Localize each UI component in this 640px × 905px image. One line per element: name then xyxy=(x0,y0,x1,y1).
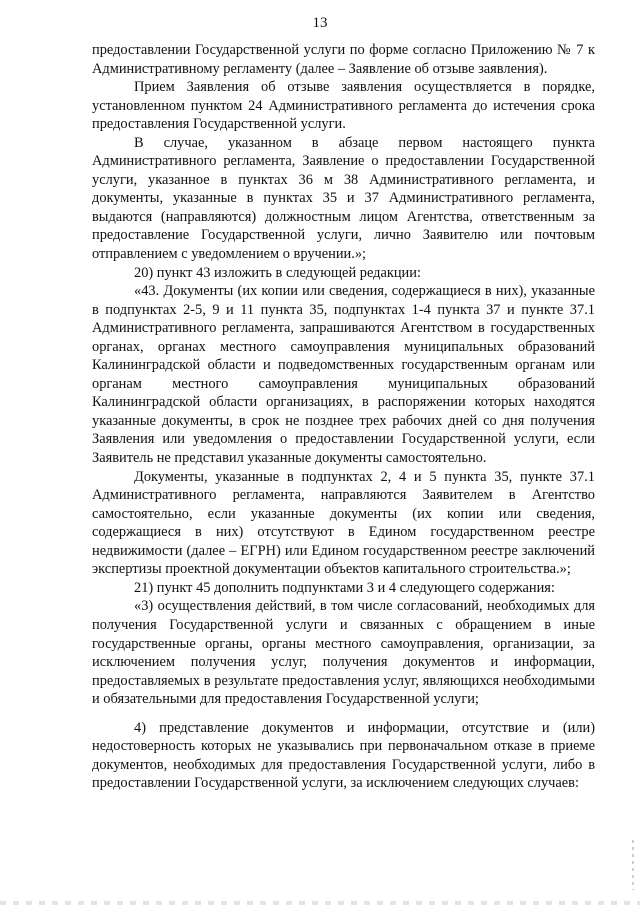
document-body xyxy=(92,41,595,793)
page-number: 13 xyxy=(312,15,328,31)
paragraph: 20) пункт 43 изложить в следующей редакции: xyxy=(134,264,421,281)
paragraph: В случае, указанном в абзаце первом настоящего пункта Административного регламента, Заявление о предоставлении Государственной услуги, указанное в пунктах 36 м 38 Административного регламента, и документы, указанные в пунктах 35 и 37 Административного регламента, выдаются (направляются) должностным лицом Агентства, ответственным за предоставление Государственной услуги, лично Заявителю или почтовым отправлением с уведомлением о вручении.»; xyxy=(92,134,595,263)
paragraph: Документы, указанные в подпунктах 2, 4 и 5 пункта 35, пункте 37.1 Административного регламента, направляются Заявителем в Агентство самостоятельно, если указанные документы (их копии или сведения, содержащиеся в них) отсутствуют в Едином государственном реестре недвижимости (далее – ЕГРН) или Едином государственном реестре заключений экспертизы проектной документации объектов капитального строительства.»; xyxy=(92,468,595,578)
paragraph: «43. Документы (их копии или сведения, содержащиеся в них), указанные в подпунктах 2-5, 9 и 11 пункта 35, подпунктах 1-4 пункта 37 и пункте 37.1 Административного регламента, запрашиваются Агентством в государственных органах, органах местного самоуправления муниципальных образований Калининградской области и подведомственных государственным органам или органам местного самоуправления муниципальных образований Калининградской области организациях, в распоряжении которых находятся указанные документы, в срок не позднее трех рабочих дней со дня получения Заявления или уведомления о предоставлении Государственной услуги, если Заявитель не представил указанные документы самостоятельно. xyxy=(92,283,595,467)
scan-bottom-artifact xyxy=(0,901,640,905)
scan-edge-mark xyxy=(632,840,634,890)
paragraph: Прием Заявления об отзыве заявления осуществляется в порядке, установленном пунктом 24 Административного регламента до истечения срока предоставления Государственной услуги. xyxy=(92,79,595,133)
paragraph: предоставлении Государственной услуги по форме согласно Приложению № 7 к Административному регламенту (далее – Заявление об отзыве заявления). xyxy=(92,42,595,77)
paragraph: 4) представление документов и информации, отсутствие и (или) недостоверность которых не указывались при первоначальном отказе в приеме документов, необходимых для предоставления Государственной услуги, либо в предоставлении Государственной услуги, за исключением следующих случаев: xyxy=(92,719,595,792)
paragraph: «3) осуществления действий, в том числе согласований, необходимых для получения Государственной услуги и связанных с обращением в иные государственные органы, органы местного самоуправления, организации, за исключением получения услуг, получения документов и информации, предоставляемых в результате предоставления услуг, являющихся необходимыми и обязательными для предоставления Государственной услуги; xyxy=(92,598,595,708)
paragraph: 21) пункт 45 дополнить подпунктами 3 и 4 следующего содержания: xyxy=(134,579,555,596)
